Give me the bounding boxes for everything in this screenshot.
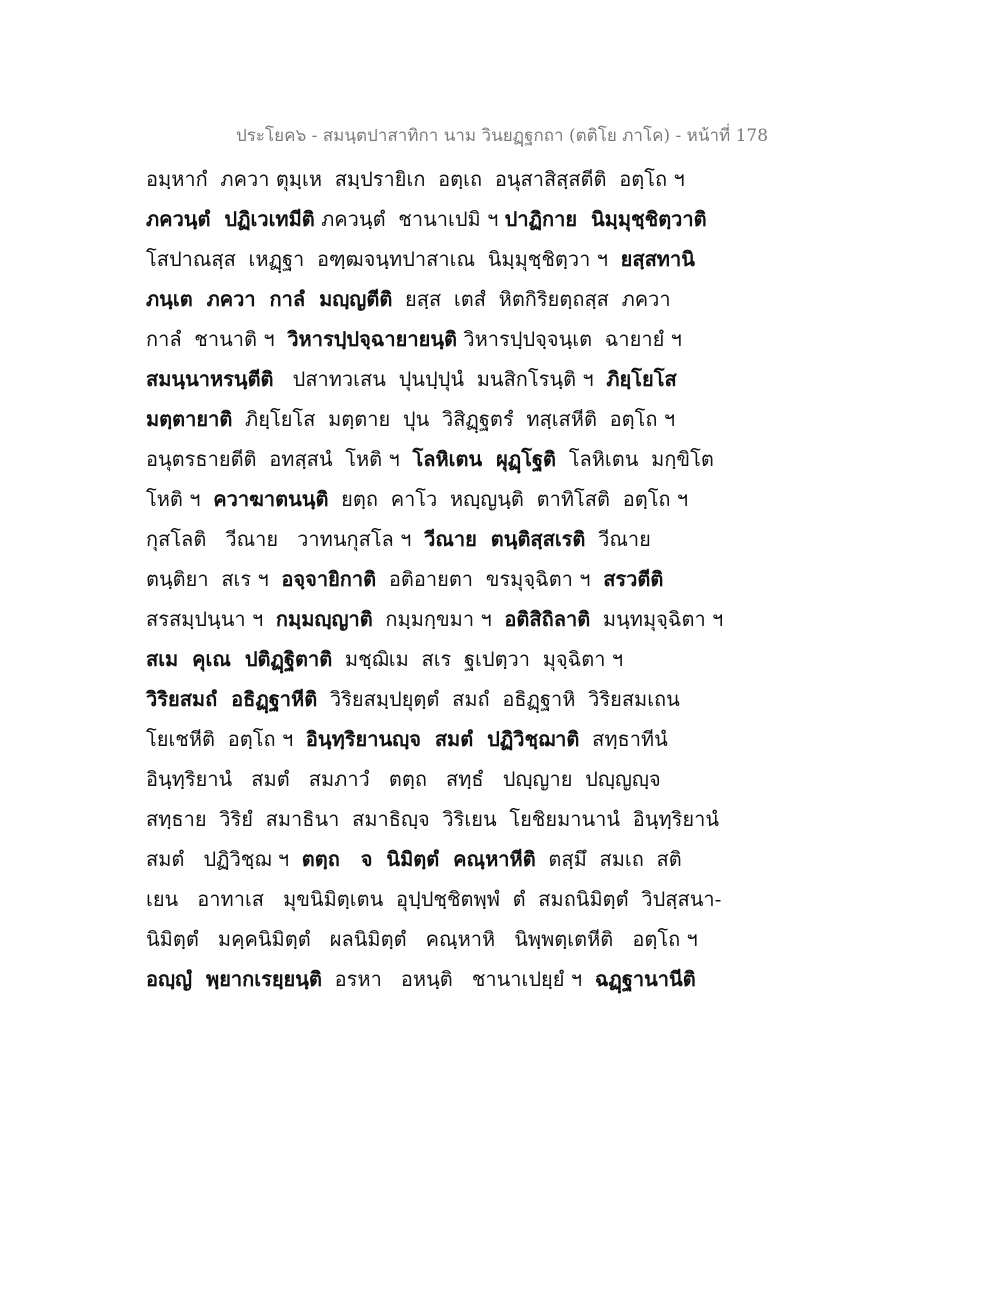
bold-term: ควาฆาตนนฺติ [213, 487, 329, 511]
bold-term: ภนฺเต ภควา กาลํ มญฺญตีติ [146, 287, 393, 311]
text-segment: ปสาทวเสน ปุนปฺปุนํ มนสิกโรนฺติ ฯ [273, 367, 607, 391]
text-line [146, 599, 724, 639]
text-line [146, 319, 706, 359]
text-segment: วิริยสมฺปยุตฺตํ สมถํ อธิฏฺฐาหิ วิริยสมเถน [317, 687, 680, 711]
text-segment: ตนฺติยา สเร ฯ [146, 567, 282, 591]
bold-term: วิหารปฺปจฺฉายายนฺติ [287, 327, 457, 351]
bold-term: โลหิเตน ผุฏฺโฐติ [412, 447, 556, 471]
text-line [146, 439, 714, 479]
text-line [146, 519, 706, 559]
bold-term: สรวตีติ [603, 567, 664, 591]
text-line [146, 399, 706, 439]
text-segment: กาลํ ชานาติ ฯ [146, 327, 288, 351]
text-line [146, 359, 706, 399]
text-segment: อินฺทฺริยานํ สมตํ สมภาวํ ตตฺถ สทฺธํ ปญฺญาย ปญฺญญฺจ [146, 767, 661, 791]
text-segment: สรสมฺปนฺนา ฯ [146, 607, 276, 631]
bold-term: วีณาย ตนฺติสฺสเรติ [424, 527, 586, 551]
text-segment: สทฺธาย วิริยํ สมาธินา สมาธิญฺจ วิริเยน โยชิยมานานํ อินฺทฺริยานํ [146, 807, 720, 831]
text-segment: ตสฺมึ สมเถ สติ [535, 847, 682, 871]
text-segment: สทฺธาทีนํ [579, 727, 668, 751]
text-segment: มนฺทมุจฺฉิตา ฯ [590, 607, 724, 631]
bold-term: อญฺญํ พฺยากเรยฺยนฺติ [146, 967, 322, 991]
bold-term: สมนฺนาหรนฺตีติ [146, 367, 274, 391]
text-line [146, 279, 706, 319]
text-line [146, 759, 706, 799]
page-header-text: ประโยค๖ - สมนฺตปาสาทิกา นาม วินยฏฺฐกถา (ตติโย ภาโค) - หน้าที่ 178 [235, 126, 769, 146]
text-segment: ยสฺส เตสํ หิตกิริยตฺถสฺส ภควา [392, 287, 671, 311]
text-segment: สมตํ ปฏิวิชฺฌ ฯ [146, 847, 302, 871]
body-text [146, 159, 724, 999]
bold-term: ปาฏิกาย นิมฺมุชฺชิตฺวาติ [504, 207, 707, 231]
bold-term: สเม คุเณ ปติฏฺฐิตาติ [146, 647, 333, 671]
bold-term: วิริยสมถํ อธิฏฺฐาหีติ [146, 687, 318, 711]
bold-term: อติสิถิลาติ [504, 607, 591, 631]
text-segment: วิหารปฺปจฺจนฺเต ฉายายํ ฯ [457, 327, 682, 351]
bold-term: อินฺทฺริยานญฺจ สมตํ ปฏิวิชฺฌาติ [305, 727, 580, 751]
text-line [146, 959, 706, 999]
text-line [146, 679, 706, 719]
text-segment: โลหิเตน มกฺขิโต [556, 447, 714, 471]
text-segment: เยน อาทาเส มุขนิมิตฺเตน อุปฺปชฺชิตพฺพํ ตํ สมถนิมิตฺตํ วิปสฺสนา- [146, 887, 722, 911]
text-segment: อนุตรธายตีติ อทสฺสนํ โหติ ฯ [146, 447, 413, 471]
text-line [146, 479, 706, 519]
bold-term: กมฺมญฺญาติ [275, 607, 373, 631]
text-line [146, 879, 722, 919]
page-header [0, 122, 1000, 149]
text-segment: อมฺหากํ ภควา ตุมฺเห สมฺปรายิเก อตฺเถ อนุสาสิสฺสตีติ อตฺโถ ฯ [146, 167, 685, 191]
bold-term: ภิยฺโยโส [606, 367, 677, 391]
text-line [146, 239, 706, 279]
text-line [146, 799, 720, 839]
text-line [146, 839, 706, 879]
text-segment: อติอายตา ขรมุจฺฉิตา ฯ [376, 567, 604, 591]
bold-term: อจฺจายิกาติ [281, 567, 377, 591]
bold-term: ยสฺสทานิ [620, 247, 695, 271]
bold-term: ฉฏฺฐานานีติ [594, 967, 696, 991]
text-segment: โหติ ฯ [146, 487, 214, 511]
bold-term: มตฺตายาติ [146, 407, 233, 431]
text-line [146, 559, 706, 599]
text-segment: โสปาณสฺส เหฏฺฐา อฑฺฒจนฺทปาสาเณ นิมฺมุชฺชิตฺวา ฯ [146, 247, 621, 271]
text-segment: กมฺมกฺขมา ฯ [372, 607, 505, 631]
text-line [146, 719, 706, 759]
bold-term: ภควนฺตํ ปฏิเวเทมีติ [146, 207, 315, 231]
text-segment: วีณาย [585, 527, 651, 551]
text-segment: ภควนฺตํ ชานาเปมิ ฯ [314, 207, 505, 231]
text-line [146, 199, 706, 239]
text-segment: มชฺฌิเม สเร ฐเปตฺวา มุจฺฉิตา ฯ [332, 647, 624, 671]
text-line [146, 919, 706, 959]
text-segment: ยตฺถ คาโว หญฺญนฺติ ตาทิโสติ อตฺโถ ฯ [328, 487, 689, 511]
text-segment: โยเชหีติ อตฺโถ ฯ [146, 727, 306, 751]
text-segment: ภิยฺโยโส มตฺตาย ปุน วิสิฏฺฐตรํ ทสฺเสหีติ อตฺโถ ฯ [232, 407, 676, 431]
text-line [146, 159, 706, 199]
text-segment: อรหา อหนฺติ ชานาเปยฺยํ ฯ [321, 967, 595, 991]
text-segment: นิมิตฺตํ มคฺคนิมิตฺตํ ผลนิมิตฺตํ คณฺหาหิ นิพฺพตฺเตหีติ อตฺโถ ฯ [146, 927, 698, 951]
text-line [146, 639, 706, 679]
bold-term: ตตฺถ จ นิมิตฺตํ คณฺหาหีติ [301, 847, 536, 871]
text-segment: กุสโลติ วีณาย วาทนกุสโล ฯ [146, 527, 425, 551]
